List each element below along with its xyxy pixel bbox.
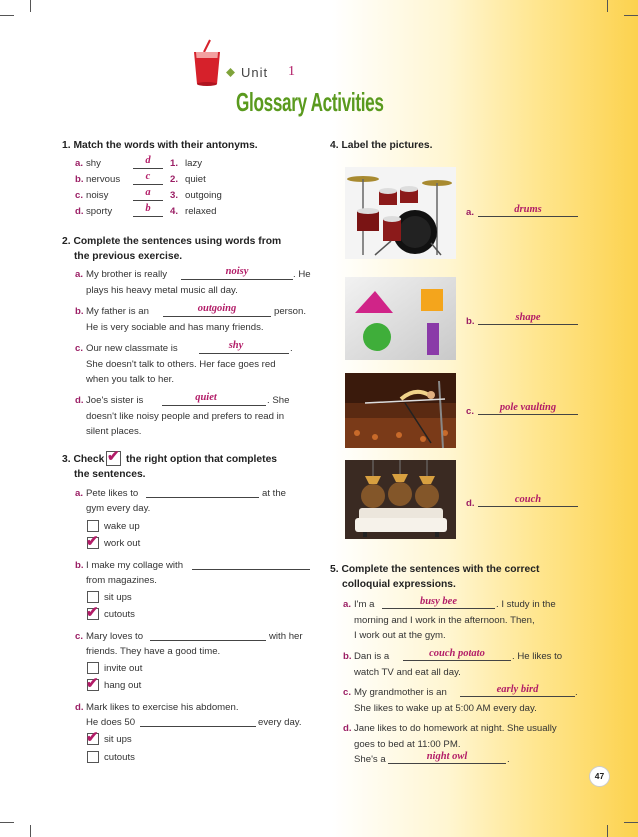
option-label: hang out bbox=[104, 680, 142, 691]
sentence-text: plays his heavy metal music all day. bbox=[86, 285, 238, 296]
answer-text: outgoing bbox=[197, 303, 237, 314]
page-number: 47 bbox=[589, 766, 610, 787]
answer-text: a bbox=[145, 187, 151, 198]
crop-mark bbox=[30, 825, 31, 837]
option-label: sit ups bbox=[104, 734, 132, 745]
item-letter: d. bbox=[466, 498, 475, 509]
answer-blank[interactable] bbox=[133, 168, 163, 169]
couch-image bbox=[345, 460, 456, 539]
sentence-text: Our new classmate is bbox=[86, 343, 178, 354]
option-checkbox[interactable] bbox=[87, 520, 99, 532]
option-checkbox[interactable] bbox=[87, 751, 99, 763]
item-letter: b. bbox=[75, 174, 84, 185]
answer-text: quiet bbox=[195, 392, 217, 403]
sentence-text: at the bbox=[262, 488, 287, 499]
sentence-text: with her bbox=[269, 631, 303, 642]
checkmark-icon: ✔ bbox=[86, 604, 99, 621]
item-letter: a. bbox=[466, 207, 475, 218]
sentence-text: . bbox=[290, 343, 293, 354]
sentence-text: She's a bbox=[354, 754, 386, 765]
item-number: 2. bbox=[170, 174, 179, 185]
match-antonym: quiet bbox=[185, 174, 206, 185]
drink-cup-icon bbox=[190, 38, 224, 88]
item-letter: c. bbox=[75, 631, 84, 642]
answer-blank[interactable] bbox=[478, 506, 578, 507]
item-letter: a. bbox=[343, 599, 352, 610]
item-letter: a. bbox=[75, 269, 84, 280]
sentence-text: . He bbox=[293, 269, 311, 280]
sentence-text: My brother is really bbox=[86, 269, 168, 280]
checkmark-icon: ✔ bbox=[86, 675, 99, 692]
sentence-text: every day. bbox=[258, 717, 302, 728]
unit-number: 1 bbox=[288, 64, 295, 79]
sentence-text: Mark likes to exercise his abdomen. bbox=[86, 702, 239, 713]
answer-blank[interactable] bbox=[192, 569, 310, 570]
option-checkbox[interactable] bbox=[87, 591, 99, 603]
sentence-text: . She bbox=[267, 395, 290, 406]
answer-blank[interactable] bbox=[478, 324, 578, 325]
item-letter: c. bbox=[343, 687, 352, 698]
match-antonym: relaxed bbox=[185, 206, 217, 217]
answer-blank[interactable] bbox=[460, 696, 575, 697]
sentence-text: My father is an bbox=[86, 306, 149, 317]
crop-mark bbox=[624, 822, 638, 823]
sentence-text: goes to bed at 11:00 PM. bbox=[354, 739, 461, 750]
answer-text: drums bbox=[514, 204, 542, 215]
answer-blank[interactable] bbox=[150, 640, 266, 641]
checkmark-icon: ✔ bbox=[107, 448, 120, 465]
sentence-text: friends. They have a good time. bbox=[86, 646, 221, 657]
answer-blank[interactable] bbox=[388, 763, 506, 764]
item-letter: d. bbox=[75, 206, 84, 217]
sentence-text: . He likes to bbox=[512, 651, 563, 662]
option-label: cutouts bbox=[104, 609, 135, 620]
match-word: nervous bbox=[86, 174, 121, 185]
item-number: 1. bbox=[170, 158, 179, 169]
item-letter: d. bbox=[343, 723, 352, 734]
sentence-text: . bbox=[575, 687, 578, 698]
item-letter: d. bbox=[75, 702, 84, 713]
exercise-3-title-cont: the sentences. bbox=[74, 469, 146, 480]
exercise-2-title-cont: the previous exercise. bbox=[74, 251, 183, 262]
sentence-text: Pete likes to bbox=[86, 488, 139, 499]
answer-text: noisy bbox=[225, 266, 249, 277]
sentence-text: Jane likes to do homework at night. She usually bbox=[354, 723, 557, 734]
sentence-text: I work out at the gym. bbox=[354, 630, 446, 641]
exercise-1-title: 1. Match the words with their antonyms. bbox=[62, 140, 258, 151]
option-label: cutouts bbox=[104, 752, 135, 763]
page-title: Glossary Activities bbox=[236, 87, 384, 117]
crop-mark bbox=[607, 825, 608, 837]
sentence-text: She doesn't talk to others. Her face goes red bbox=[86, 359, 276, 370]
exercise-4-title: 4. Label the pictures. bbox=[330, 140, 433, 151]
item-letter: c. bbox=[466, 406, 475, 417]
answer-text: couch bbox=[514, 494, 542, 505]
answer-text: night owl bbox=[426, 751, 468, 762]
sentence-text: She likes to wake up at 5:00 AM every day. bbox=[354, 703, 537, 714]
answer-blank[interactable] bbox=[403, 660, 511, 661]
item-number: 4. bbox=[170, 206, 179, 217]
answer-blank[interactable] bbox=[382, 608, 495, 609]
sentence-text: Mary loves to bbox=[86, 631, 144, 642]
sentence-text: from magazines. bbox=[86, 575, 157, 586]
checkmark-icon: ✔ bbox=[86, 729, 99, 746]
answer-text: pole vaulting bbox=[499, 402, 557, 413]
answer-blank[interactable] bbox=[162, 405, 266, 406]
sentence-text: when you talk to her. bbox=[86, 374, 174, 385]
item-letter: c. bbox=[75, 190, 84, 201]
answer-blank[interactable] bbox=[140, 726, 256, 727]
sentence-text: Joe's sister is bbox=[86, 395, 144, 406]
item-letter: b. bbox=[466, 316, 475, 327]
sentence-text: gym every day. bbox=[86, 503, 151, 514]
option-label: work out bbox=[104, 538, 141, 549]
answer-text: c bbox=[145, 171, 151, 182]
sentence-text: doesn't like noisy people and prefers to read in bbox=[86, 411, 285, 422]
item-letter: d. bbox=[75, 395, 84, 406]
sentence-text: My grandmother is an bbox=[354, 687, 447, 698]
sentence-text: silent places. bbox=[86, 426, 142, 437]
checkmark-icon: ✔ bbox=[86, 533, 99, 550]
sentence-text: . I study in the bbox=[496, 599, 556, 610]
answer-text: busy bee bbox=[419, 596, 458, 607]
option-label: invite out bbox=[104, 663, 143, 674]
exercise-3-title: 3. Check bbox=[62, 454, 105, 465]
answer-text: shy bbox=[228, 340, 244, 351]
sentence-text: He does 50 bbox=[86, 717, 136, 728]
item-letter: c. bbox=[75, 343, 84, 354]
answer-text: d bbox=[145, 155, 151, 166]
crop-mark bbox=[0, 15, 14, 16]
item-number: 3. bbox=[170, 190, 179, 201]
sentence-text: He is very sociable and has many friends. bbox=[86, 322, 264, 333]
exercise-5-title: 5. Complete the sentences with the correct bbox=[330, 564, 540, 575]
answer-blank[interactable] bbox=[133, 184, 163, 185]
sentence-text: watch TV and eat all day. bbox=[354, 667, 461, 678]
answer-blank[interactable] bbox=[133, 200, 163, 201]
shapes-image bbox=[345, 277, 456, 360]
sentence-text: person. bbox=[274, 306, 306, 317]
answer-blank[interactable] bbox=[133, 216, 163, 217]
item-letter: b. bbox=[75, 560, 84, 571]
item-letter: a. bbox=[75, 158, 84, 169]
crop-mark bbox=[0, 822, 14, 823]
option-label: wake up bbox=[104, 521, 140, 532]
exercise-3-title-rest: the right option that completes bbox=[126, 454, 278, 465]
unit-label: Unit bbox=[241, 65, 269, 80]
drum-kit-image bbox=[345, 167, 456, 259]
match-antonym: outgoing bbox=[185, 190, 222, 201]
answer-blank[interactable] bbox=[478, 216, 578, 217]
answer-blank[interactable] bbox=[163, 316, 271, 317]
item-letter: a. bbox=[75, 488, 84, 499]
exercise-5-title-cont: colloquial expressions. bbox=[342, 579, 456, 590]
exercise-2-title: 2. Complete the sentences using words from bbox=[62, 236, 282, 247]
sentence-text: I make my collage with bbox=[86, 560, 184, 571]
match-word: shy bbox=[86, 158, 101, 169]
item-letter: b. bbox=[75, 306, 84, 317]
sentence-text: morning and I work in the afternoon. Then, bbox=[354, 615, 535, 626]
answer-text: shape bbox=[515, 312, 541, 323]
option-label: sit ups bbox=[104, 592, 132, 603]
answer-text: couch potato bbox=[429, 648, 485, 659]
answer-text: early bird bbox=[496, 684, 539, 695]
crop-mark bbox=[30, 0, 31, 12]
answer-blank[interactable] bbox=[146, 497, 259, 498]
answer-text: b bbox=[145, 203, 151, 214]
sentence-text: I'm a bbox=[354, 599, 375, 610]
pole-vaulter-image bbox=[345, 373, 456, 448]
item-letter: b. bbox=[343, 651, 352, 662]
sentence-text: Dan is a bbox=[354, 651, 390, 662]
answer-blank[interactable] bbox=[181, 279, 293, 280]
crop-mark bbox=[624, 15, 638, 16]
answer-blank[interactable] bbox=[199, 353, 289, 354]
answer-blank[interactable] bbox=[478, 414, 578, 415]
crop-mark bbox=[607, 0, 608, 12]
match-antonym: lazy bbox=[185, 158, 203, 169]
option-checkbox[interactable] bbox=[87, 662, 99, 674]
sentence-text: . bbox=[507, 754, 510, 765]
match-word: noisy bbox=[86, 190, 109, 201]
match-word: sporty bbox=[86, 206, 113, 217]
